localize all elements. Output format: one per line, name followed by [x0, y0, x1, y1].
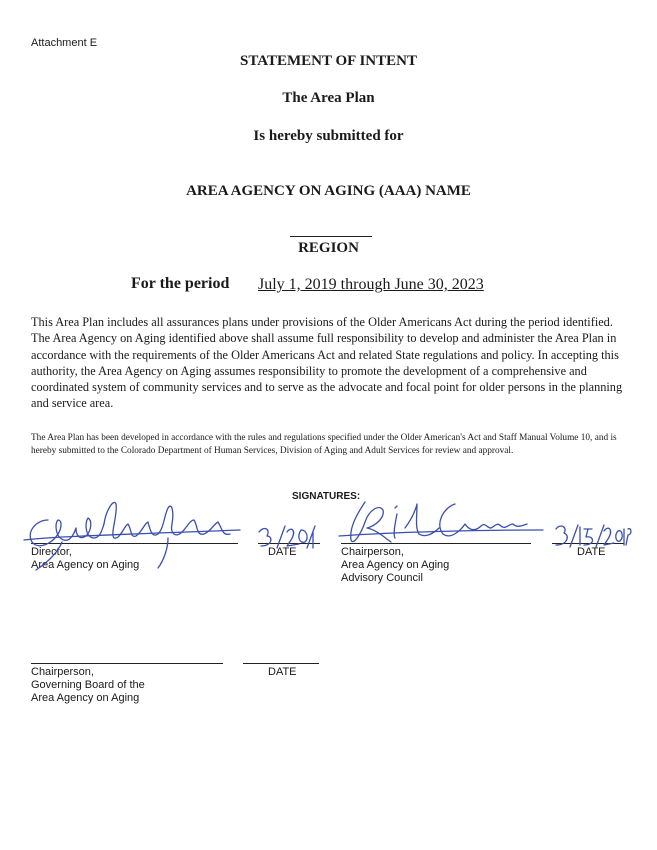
advisory-chair-date-label: DATE: [577, 546, 606, 558]
region-blank-line: [290, 236, 372, 237]
development-paragraph: The Area Plan has been developed in accordance with the rules and regulations specified under the Older American's Act and Staff Manual Volume 10, and is hereby submitted to the Colorado Department of Human Services, Division of Aging and Adult Services for review and approval.: [31, 433, 617, 456]
advisory-chair-council: Advisory Council: [341, 572, 423, 584]
intent-paragraph: This Area Plan includes all assurances plans under provisions of the Older Americans Act during the period identified. The Area Agency on Aging identified above shall assume full responsibility to develop and administer the Area Plan in accordance with the requirements of the Older Americans Act and related State regulations and policy. In accepting this authority, the Area Agency on Aging assumes responsibility to promote the development of a comprehensive and coordinated system of community services and to serve as the advocate and focal point for older persons in the planning and service area.: [31, 315, 623, 411]
period-value: July 1, 2019 through June 30, 2023: [258, 276, 484, 293]
governing-chair-date-line: [243, 663, 319, 664]
advisory-chair-handwritten-signature: [335, 494, 545, 554]
director-date-label: DATE: [268, 546, 297, 558]
governing-chair-org: Area Agency on Aging: [31, 692, 140, 704]
subtitle-submitted-for: Is hereby submitted for: [253, 128, 404, 144]
attachment-label: Attachment E: [31, 37, 98, 49]
document-title: STATEMENT OF INTENT: [240, 53, 417, 69]
advisory-chair-handwritten-date: [552, 521, 632, 551]
governing-chair-date-label: DATE: [268, 666, 297, 678]
subtitle-area-plan: The Area Plan: [282, 90, 375, 106]
advisory-chair-title: Chairperson,: [341, 546, 404, 558]
director-org: Area Agency on Aging: [31, 559, 140, 571]
director-title: Director,: [31, 546, 72, 558]
period-label: For the period: [131, 275, 230, 292]
director-handwritten-signature: [18, 490, 243, 575]
governing-chair-title: Chairperson,: [31, 666, 94, 678]
governing-chair-board: Governing Board of the: [31, 679, 145, 691]
agency-name: AREA AGENCY ON AGING (AAA) NAME: [186, 183, 471, 199]
advisory-chair-org: Area Agency on Aging: [341, 559, 450, 571]
signatures-heading: SIGNATURES:: [292, 491, 361, 502]
region-label: REGION: [298, 240, 359, 256]
governing-chair-signature-line: [31, 663, 223, 664]
director-handwritten-date: [255, 522, 320, 552]
